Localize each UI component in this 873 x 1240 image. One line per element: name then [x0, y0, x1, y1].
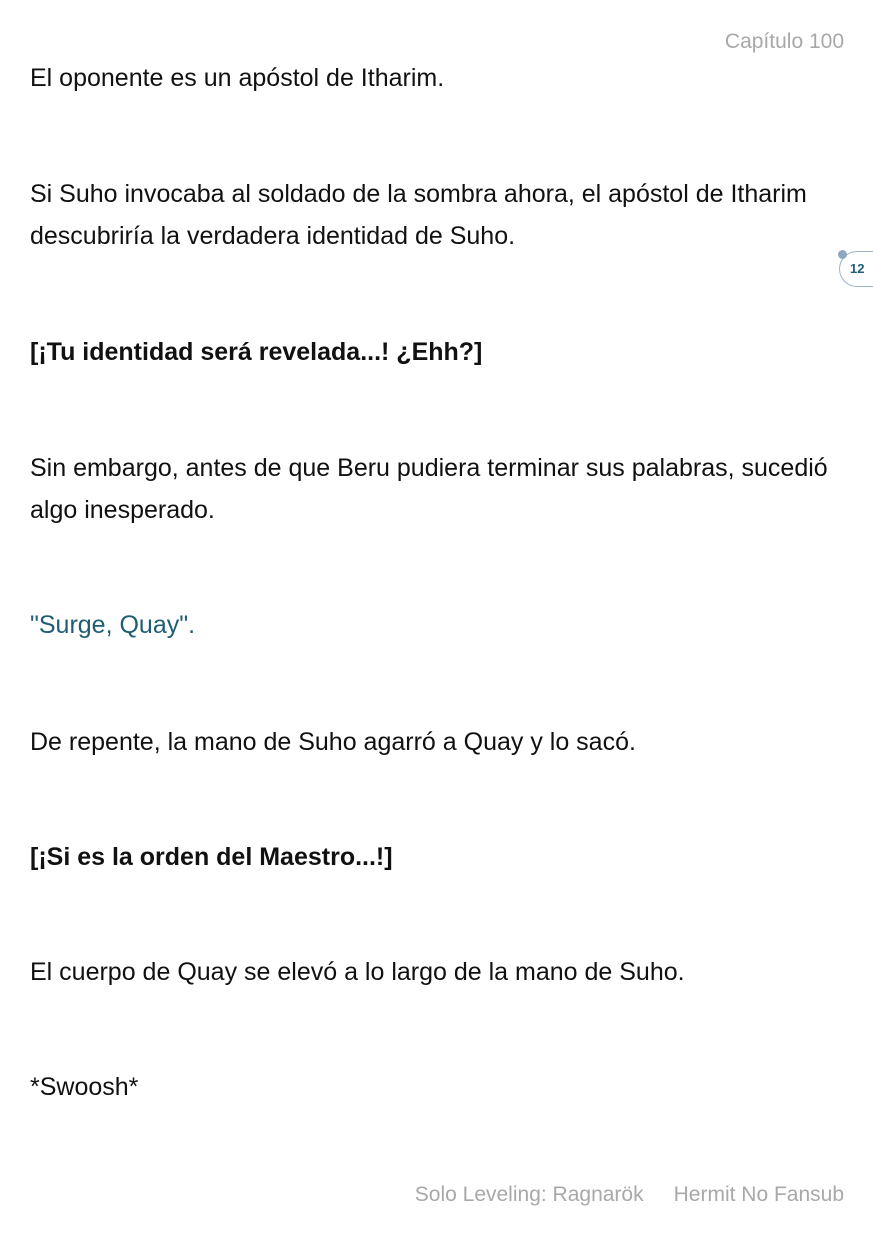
footer-book-title: Solo Leveling: Ragnarök [414, 1183, 644, 1206]
paragraph-1: El oponente es un apóstol de Itharim. [30, 64, 445, 92]
spoken-line: "Surge, Quay". [30, 611, 196, 639]
paragraph-3: Sin embargo, antes de que Beru pudiera terminar sus palabras, sucedió algo inesperado. [30, 454, 828, 524]
dialogue-bracket-2: [¡Si es la orden del Maestro...!] [30, 843, 393, 871]
page-number: 12 [850, 261, 865, 276]
footer [415, 1183, 844, 1207]
paragraph-4: De repente, la mano de Suho agarró a Quay y lo sacó. [30, 728, 636, 756]
badge-dot-icon [838, 250, 847, 259]
page-number-badge[interactable] [839, 251, 873, 287]
paragraph-2: Si Suho invocaba al soldado de la sombra ahora, el apóstol de Itharim descubriría la verdadera identidad de Suho. [30, 180, 807, 250]
dialogue-bracket-1: [¡Tu identidad será revelada...! ¿Ehh?] [30, 338, 483, 366]
chapter-title: Capítulo 100 [724, 30, 844, 53]
footer-translator: Hermit No Fansub [673, 1183, 844, 1206]
paragraph-5: El cuerpo de Quay se elevó a lo largo de la mano de Suho. [30, 958, 685, 986]
sound-effect: *Swoosh* [30, 1073, 139, 1101]
